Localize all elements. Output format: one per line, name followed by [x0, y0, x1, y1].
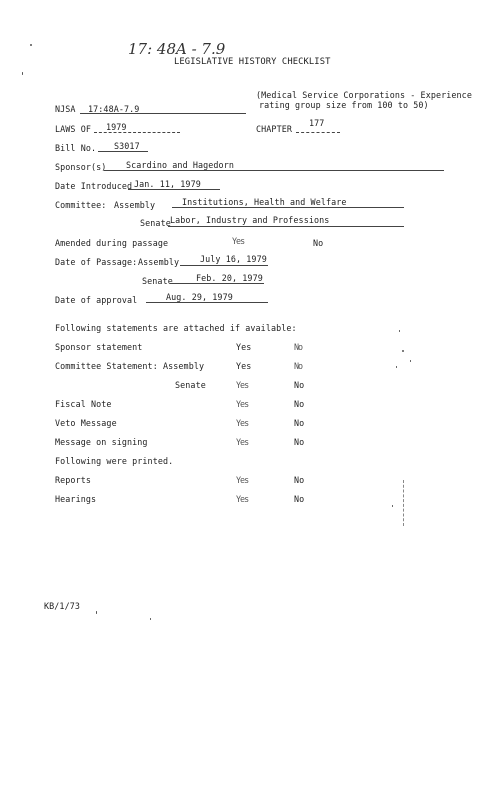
scan-mark: [403, 480, 404, 526]
checklist-no: No: [294, 494, 305, 504]
amended-label: Amended during passage: [55, 238, 169, 248]
checklist-yes-struck: Yes: [236, 399, 249, 409]
amended-no: No: [313, 238, 324, 248]
checklist-row-label: Fiscal Note: [55, 399, 112, 409]
bill-number-underline: [98, 151, 148, 152]
scan-speck: [96, 611, 97, 614]
date-of-approval-value: Aug. 29, 1979: [166, 292, 233, 302]
checklist-no-struck: No: [294, 361, 303, 371]
checklist-yes-struck: Yes: [236, 494, 249, 504]
senate-committee-underline: [168, 226, 404, 227]
checklist-row-label: Sponsor statement: [55, 342, 143, 352]
date-of-approval-underline: [146, 302, 268, 303]
senate-committee-value: Labor, Industry and Professions: [170, 215, 330, 225]
checklist-yes: Yes: [236, 361, 252, 371]
bill-number-value: S3017: [114, 141, 140, 151]
passage-assembly-value: July 16, 1979: [200, 254, 267, 264]
laws-of-underline: [94, 132, 180, 133]
njsa-underline: [80, 113, 246, 114]
date-introduced-label: Date Introduced: [55, 181, 133, 191]
sponsor-label: Sponsor(s): [55, 162, 107, 172]
checklist-no: No: [294, 380, 305, 390]
checklist-yes: Yes: [236, 342, 252, 352]
committee-assembly-label: Assembly: [114, 200, 156, 210]
scan-speck: [392, 505, 393, 507]
checklist-row-label: Reports: [55, 475, 91, 485]
scan-speck: [30, 44, 32, 46]
checklist-row-label: Veto Message: [55, 418, 117, 428]
bill-description-line2: rating group size from 100 to 50): [259, 100, 429, 110]
laws-of-value: 1979: [106, 122, 127, 132]
chapter-value: 177: [309, 118, 325, 128]
bill-description-line1: (Medical Service Corporations - Experience: [256, 90, 472, 100]
scan-speck: [410, 360, 411, 362]
scan-speck: [396, 366, 397, 368]
njsa-label: NJSA: [55, 104, 76, 114]
passage-assembly-underline: [180, 265, 268, 266]
handwritten-reference: 17: 48A - 7.9: [128, 40, 226, 58]
passage-senate-label: Senate: [142, 276, 173, 286]
assembly-committee-underline: [172, 207, 404, 208]
laws-of-label: LAWS OF: [55, 124, 91, 134]
chapter-underline: [296, 132, 340, 133]
sponsor-underline: [104, 170, 444, 171]
printed-heading: Following were printed.: [55, 456, 174, 466]
checklist-row-label: Hearings: [55, 494, 97, 504]
committee-label: Committee:: [55, 200, 107, 210]
passage-senate-underline: [170, 283, 264, 284]
amended-yes-struck: Yes: [232, 236, 245, 246]
checklist-no: No: [294, 475, 305, 485]
statements-heading: Following statements are attached if available:: [55, 323, 297, 333]
scan-speck: [399, 330, 400, 332]
checklist-yes-struck: Yes: [236, 475, 249, 485]
checklist-no: No: [294, 437, 305, 447]
assembly-committee-value: Institutions, Health and Welfare: [182, 197, 347, 207]
scan-speck: [402, 350, 404, 352]
passage-senate-value: Feb. 20, 1979: [196, 273, 263, 283]
scan-speck: [22, 72, 23, 75]
checklist-yes-struck: Yes: [236, 418, 249, 428]
scan-speck: [150, 618, 151, 620]
chapter-label: CHAPTER: [256, 124, 292, 134]
passage-assembly-label: Assembly: [138, 257, 180, 267]
page-title: LEGISLATIVE HISTORY CHECKLIST: [174, 57, 331, 67]
date-introduced-underline: [128, 189, 220, 190]
checklist-yes-struck: Yes: [236, 380, 249, 390]
committee-senate-label: Senate: [140, 218, 171, 228]
checklist-no-struck: No: [294, 342, 303, 352]
checklist-row-label: Committee Statement: Assembly: [55, 361, 205, 371]
checklist-yes-struck: Yes: [236, 437, 249, 447]
checklist-no: No: [294, 418, 305, 428]
checklist-no: No: [294, 399, 305, 409]
sponsor-value: Scardino and Hagedorn: [126, 160, 234, 170]
date-of-approval-label: Date of approval: [55, 295, 138, 305]
njsa-value: 17:48A-7.9: [88, 104, 140, 114]
checklist-row-label: Message on signing: [55, 437, 148, 447]
date-of-passage-label: Date of Passage:: [55, 257, 138, 267]
checklist-row-label: Senate: [175, 380, 206, 390]
bill-number-label: Bill No.: [55, 143, 97, 153]
footer-code: KB/1/73: [44, 601, 80, 611]
date-introduced-value: Jan. 11, 1979: [134, 179, 201, 189]
